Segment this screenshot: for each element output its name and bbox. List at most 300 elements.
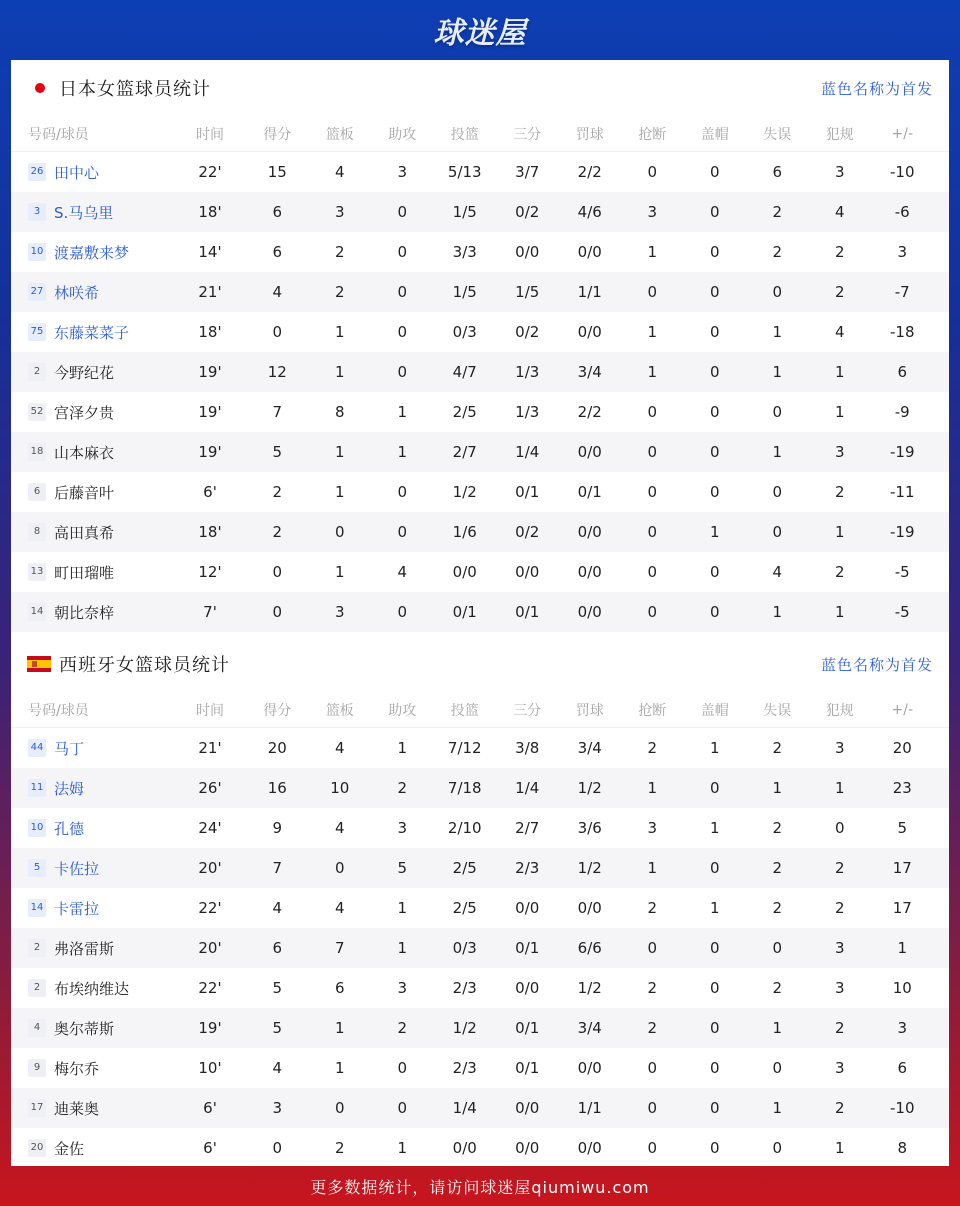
stat-cell: 0 (647, 283, 658, 301)
player-name[interactable]: 孔德 (54, 819, 85, 838)
stat-cell: 3 (272, 1099, 283, 1117)
stat-cell: 0 (647, 1099, 658, 1117)
stat-cell: 19' (198, 1019, 222, 1037)
jersey-number: 11 (28, 779, 46, 797)
player-name: 今野纪花 (54, 363, 115, 382)
stat-cell: 20 (892, 739, 912, 757)
stat-cell: 0 (709, 403, 720, 421)
stat-cell: 2 (834, 899, 845, 917)
stat-cell: 1/5 (452, 203, 477, 221)
column-header-cell: 罚球 (575, 702, 604, 719)
stat-cell: 5/13 (447, 163, 482, 181)
stat-cell: 2 (834, 1099, 845, 1117)
stat-cell: 6' (203, 483, 217, 501)
stat-cell: 0 (709, 1139, 720, 1157)
player-cell (11, 1098, 187, 1119)
stat-cell: 0/0 (577, 899, 602, 917)
stat-cell: 2/2 (577, 163, 602, 181)
stat-cell: 2/5 (452, 859, 477, 877)
stat-cell: 7' (203, 603, 217, 621)
stat-cell: 1/6 (452, 523, 477, 541)
stat-cell: 4 (272, 283, 283, 301)
header (0, 0, 960, 60)
stat-cell: 0 (647, 483, 658, 501)
brand-logo: 球迷屋 (433, 16, 527, 51)
stat-cell: 1 (709, 739, 720, 757)
player-row[interactable] (11, 728, 949, 768)
player-name: 后藤音叶 (54, 483, 115, 502)
stat-cell: 0/1 (515, 939, 540, 957)
player-row (11, 592, 949, 632)
stat-cell: 1 (397, 739, 408, 757)
column-header-cell: 助攻 (388, 702, 417, 719)
stat-cell: 2 (772, 859, 783, 877)
column-header-cell: 投篮 (450, 702, 479, 719)
player-cell (11, 282, 187, 303)
stat-cell: 0/2 (515, 323, 540, 341)
stat-cell: 4/6 (577, 203, 602, 221)
stat-cell: 2 (834, 283, 845, 301)
column-header-cell: 失误 (763, 702, 792, 719)
stat-cell: 3/3 (452, 243, 477, 261)
stat-cell: 0 (709, 483, 720, 501)
stat-cell: 0 (397, 363, 408, 381)
player-row (11, 512, 949, 552)
stat-cell: 0/1 (515, 603, 540, 621)
stat-cell: -10 (890, 163, 915, 181)
stat-cell: 0/0 (515, 563, 540, 581)
stat-cell: 7 (272, 859, 283, 877)
stat-cell: 1 (397, 899, 408, 917)
stat-cell: 1 (647, 779, 658, 797)
player-cell (11, 442, 187, 463)
stat-cell: -9 (894, 403, 910, 421)
stat-cell: 0 (772, 283, 783, 301)
stat-cell: 4 (334, 739, 345, 757)
stat-cell: 3 (397, 163, 408, 181)
stat-cell: 7 (272, 403, 283, 421)
player-row[interactable] (11, 192, 949, 232)
jersey-number: 20 (28, 1139, 46, 1157)
stat-cell: 6 (772, 163, 783, 181)
stat-cell: 19' (198, 443, 222, 461)
stat-cell: 2/2 (577, 403, 602, 421)
stat-cell: 3 (647, 819, 658, 837)
stat-cell: 0 (647, 939, 658, 957)
stat-cell: 6 (272, 203, 283, 221)
player-name[interactable]: 林咲希 (54, 283, 100, 302)
column-header-cell: 助攻 (388, 126, 417, 143)
stat-cell: -19 (890, 523, 915, 541)
stat-cell: 1 (772, 323, 783, 341)
stat-cell: 6 (334, 979, 345, 997)
player-cell (11, 522, 187, 543)
stat-cell: 3/4 (577, 739, 602, 757)
stat-cell: 0/0 (515, 899, 540, 917)
jersey-number: 10 (28, 819, 46, 837)
stat-cell: 2/10 (447, 819, 482, 837)
player-row[interactable] (11, 808, 949, 848)
stat-cell: 0/0 (577, 443, 602, 461)
stat-cell: 0/2 (515, 203, 540, 221)
stat-cell: 3 (834, 939, 845, 957)
stat-cell: 3 (397, 819, 408, 837)
stat-cell: 0 (272, 323, 283, 341)
stat-cell: 7/18 (447, 779, 482, 797)
stat-cell: 4 (272, 899, 283, 917)
stat-cell: 18' (198, 323, 222, 341)
stat-cell: 2 (334, 243, 345, 261)
stat-cell: 0 (709, 1059, 720, 1077)
stat-cell: 17 (892, 859, 912, 877)
stat-cell: 1 (772, 443, 783, 461)
stat-cell: 2 (772, 819, 783, 837)
stat-cell: 1/2 (577, 859, 602, 877)
stat-cell: 0 (709, 323, 720, 341)
stat-cell: -10 (890, 1099, 915, 1117)
player-name: 布埃纳维达 (54, 979, 130, 998)
player-row (11, 392, 949, 432)
column-header-cell: 号码/球员 (28, 126, 89, 143)
stat-cell: 1 (647, 243, 658, 261)
stat-cell: 3 (897, 1019, 908, 1037)
jersey-number: 6 (28, 483, 46, 501)
section-title: 日本女篮球员统计 (59, 79, 211, 100)
player-name: 宫泽夕贵 (54, 403, 115, 422)
stat-cell: 23 (892, 779, 912, 797)
stat-cell: 6 (897, 1059, 908, 1077)
player-name: 奥尔蒂斯 (54, 1019, 115, 1038)
player-name[interactable]: S.马乌里 (54, 203, 114, 222)
stat-cell: 2 (772, 243, 783, 261)
column-header-cell: 号码/球员 (28, 702, 89, 719)
stat-cell: -19 (890, 443, 915, 461)
section-header (11, 636, 949, 692)
stat-cell: 1 (834, 603, 845, 621)
stat-cell: 0 (709, 1019, 720, 1037)
stats-card (11, 60, 949, 1166)
player-name: 梅尔乔 (54, 1059, 100, 1078)
stat-cell: 1 (647, 363, 658, 381)
player-cell (11, 362, 187, 383)
stat-cell: 4 (397, 563, 408, 581)
player-row (11, 1088, 949, 1128)
player-row[interactable] (11, 232, 949, 272)
stat-cell: 4 (772, 563, 783, 581)
column-header-cell: 罚球 (575, 126, 604, 143)
stat-cell: 0 (272, 1139, 283, 1157)
player-cell (11, 938, 187, 959)
stat-cell: 0 (709, 979, 720, 997)
stat-cell: 20 (267, 739, 287, 757)
stat-cell: 3 (334, 203, 345, 221)
stat-cell: 0 (772, 1139, 783, 1157)
stat-cell: 3 (897, 243, 908, 261)
player-cell (11, 978, 187, 999)
stat-cell: 1 (334, 1019, 345, 1037)
stat-cell: 0/0 (577, 563, 602, 581)
player-name: 高田真希 (54, 523, 115, 542)
stat-cell: 0 (709, 779, 720, 797)
stat-cell: 0 (397, 603, 408, 621)
stat-cell: 2 (334, 1139, 345, 1157)
starter-note: 蓝色名称为首发 (820, 79, 933, 98)
stat-cell: 0 (772, 1059, 783, 1077)
player-row (11, 1128, 949, 1168)
stat-cell: 19' (198, 403, 222, 421)
stat-cell: 2 (272, 483, 283, 501)
stat-cell: 2/5 (452, 403, 477, 421)
player-name: 山本麻衣 (54, 443, 115, 462)
player-name[interactable]: 卡佐拉 (54, 859, 100, 878)
stat-cell: 1 (647, 323, 658, 341)
footer-link[interactable]: 更多数据统计，请访问球迷屋qiumiwu.com (310, 1177, 650, 1197)
jersey-number: 14 (28, 899, 46, 917)
jersey-number: 9 (28, 1059, 46, 1077)
stat-cell: 0 (272, 563, 283, 581)
column-header-cell: 时间 (196, 126, 224, 143)
stat-cell: 0/0 (452, 563, 477, 581)
stat-cell: 0/0 (577, 1139, 602, 1157)
stat-cell: 4 (834, 323, 845, 341)
jersey-number: 52 (28, 403, 46, 421)
stat-cell: 0 (647, 1139, 658, 1157)
player-name[interactable]: 马丁 (54, 739, 85, 758)
column-header-cell: 盖帽 (700, 126, 729, 143)
stat-cell: 2 (772, 979, 783, 997)
stat-cell: 1 (772, 779, 783, 797)
player-row[interactable] (11, 888, 949, 928)
stat-cell: 2 (772, 739, 783, 757)
jersey-number: 5 (28, 859, 46, 877)
stat-cell: 6' (203, 1139, 217, 1157)
starter-note: 蓝色名称为首发 (820, 655, 933, 674)
stat-cell: 10 (892, 979, 912, 997)
stat-cell: 12 (267, 363, 287, 381)
stat-cell: 0 (647, 563, 658, 581)
stat-cell: 18' (198, 203, 222, 221)
stat-cell: 0 (709, 939, 720, 957)
stat-cell: 0 (397, 203, 408, 221)
spain-flag-icon (27, 656, 51, 672)
player-row (11, 552, 949, 592)
stat-cell: 0 (709, 243, 720, 261)
player-cell (11, 242, 187, 263)
player-row[interactable] (11, 272, 949, 312)
stat-cell: 0 (397, 323, 408, 341)
stat-cell: 0/3 (452, 323, 477, 341)
stat-cell: 2/5 (452, 899, 477, 917)
stat-cell: 1/1 (577, 1099, 602, 1117)
stat-cell: 9 (272, 819, 283, 837)
column-header-cell: 得分 (263, 702, 292, 719)
column-header-cell: 三分 (513, 126, 542, 143)
player-row[interactable] (11, 152, 949, 192)
stat-cell: 3 (397, 979, 408, 997)
jersey-number: 2 (28, 979, 46, 997)
stat-cell: 3/4 (577, 1019, 602, 1037)
player-cell (11, 482, 187, 503)
stat-cell: 2 (834, 859, 845, 877)
player-row (11, 432, 949, 472)
stat-cell: 6' (203, 1099, 217, 1117)
stat-cell: 0/0 (452, 1139, 477, 1157)
stat-cell: 1 (397, 403, 408, 421)
stat-cell: 2 (834, 563, 845, 581)
stat-cell: 2/7 (452, 443, 477, 461)
stat-cell: 21' (198, 739, 222, 757)
stat-cell: 18' (198, 523, 222, 541)
stat-cell: 3 (834, 1059, 845, 1077)
stat-cell: 10 (330, 779, 350, 797)
stat-cell: 1 (897, 939, 908, 957)
stat-cell: 1/3 (515, 403, 540, 421)
stat-cell: 24' (198, 819, 222, 837)
stat-cell: 3/6 (577, 819, 602, 837)
stat-cell: 0/1 (577, 483, 602, 501)
stat-cell: 2/7 (515, 819, 540, 837)
stat-cell: 0 (647, 403, 658, 421)
japan-table (11, 152, 949, 632)
column-header-cell: 篮板 (325, 126, 354, 143)
stat-cell: 14' (198, 243, 222, 261)
jersey-number: 4 (28, 1019, 46, 1037)
stat-cell: 5 (397, 859, 408, 877)
column-header-cell: 时间 (196, 702, 224, 719)
stat-cell: 2 (647, 899, 658, 917)
stat-cell: 0/0 (577, 1059, 602, 1077)
stat-cell: 0 (397, 483, 408, 501)
stat-cell: 0/0 (515, 979, 540, 997)
stat-cell: 1 (397, 939, 408, 957)
player-name[interactable]: 渡嘉敷来梦 (54, 243, 130, 262)
stat-cell: 0/1 (515, 483, 540, 501)
player-name[interactable]: 法姆 (54, 779, 85, 798)
stat-cell: 1 (772, 1019, 783, 1037)
player-cell (11, 1018, 187, 1039)
player-name: 弗洛雷斯 (54, 939, 115, 958)
stat-cell: 3 (834, 163, 845, 181)
stat-cell: 1/2 (452, 1019, 477, 1037)
stat-cell: 0 (272, 603, 283, 621)
stat-cell: 19' (198, 363, 222, 381)
stat-cell: 1/1 (577, 283, 602, 301)
stat-cell: 1 (772, 1099, 783, 1117)
player-row[interactable] (11, 768, 949, 808)
japan-section (11, 60, 949, 632)
player-row (11, 352, 949, 392)
stat-cell: 0 (334, 859, 345, 877)
stat-cell: 1/2 (577, 979, 602, 997)
stat-cell: 1/5 (452, 283, 477, 301)
stat-cell: 0 (397, 283, 408, 301)
stat-cell: 2/3 (515, 859, 540, 877)
stat-cell: 1/4 (515, 443, 540, 461)
stat-cell: 1 (834, 523, 845, 541)
player-cell (11, 858, 187, 879)
stat-cell: 2 (834, 483, 845, 501)
column-header-cell: +/- (891, 701, 913, 718)
stat-cell: 0 (834, 819, 845, 837)
stat-cell: 0 (334, 523, 345, 541)
stat-cell: 1 (397, 443, 408, 461)
stat-cell: 12' (198, 563, 222, 581)
stat-cell: 0/0 (515, 1099, 540, 1117)
player-name[interactable]: 卡雷拉 (54, 899, 100, 918)
stat-cell: 1 (397, 1139, 408, 1157)
stat-cell: 0 (647, 443, 658, 461)
stat-cell: 1 (709, 819, 720, 837)
stat-cell: 0/0 (577, 323, 602, 341)
stat-cell: 6/6 (577, 939, 602, 957)
stat-cell: 0/1 (452, 603, 477, 621)
player-row (11, 968, 949, 1008)
stat-cell: 0 (397, 1099, 408, 1117)
player-row[interactable] (11, 848, 949, 888)
player-row[interactable] (11, 312, 949, 352)
stat-cell: 20' (198, 859, 222, 877)
stat-cell: 0 (709, 1099, 720, 1117)
player-name[interactable]: 田中心 (54, 163, 100, 182)
stat-cell: 10' (198, 1059, 222, 1077)
stat-cell: 4/7 (452, 363, 477, 381)
stat-cell: 2 (647, 1019, 658, 1037)
player-cell (11, 778, 187, 799)
stat-cell: 2 (647, 979, 658, 997)
stat-cell: 3 (834, 739, 845, 757)
section-header (11, 60, 949, 116)
stat-cell: 3/7 (515, 163, 540, 181)
stat-cell: 1 (334, 563, 345, 581)
spain-section (11, 636, 949, 1168)
stat-cell: -18 (890, 323, 915, 341)
column-header-cell: 失误 (763, 126, 792, 143)
stat-cell: 1 (334, 363, 345, 381)
jersey-number: 10 (28, 243, 46, 261)
stat-cell: 3/4 (577, 363, 602, 381)
player-name: 町田瑠唯 (54, 563, 115, 582)
column-header-cell: 得分 (263, 126, 292, 143)
stat-cell: 0 (647, 603, 658, 621)
stat-cell: 7/12 (447, 739, 482, 757)
player-name[interactable]: 东藤菜菜子 (54, 323, 130, 342)
stat-cell: 0/0 (577, 603, 602, 621)
player-cell (11, 898, 187, 919)
section-title: 西班牙女篮球员统计 (59, 655, 230, 676)
stat-cell: 5 (272, 1019, 283, 1037)
player-row (11, 928, 949, 968)
stat-cell: 6 (272, 243, 283, 261)
spain-table (11, 728, 949, 1168)
stat-cell: 4 (834, 203, 845, 221)
stat-cell: 20' (198, 939, 222, 957)
stat-cell: 2 (834, 243, 845, 261)
japan-flag-icon (29, 77, 51, 99)
jersey-number: 3 (28, 203, 46, 221)
stat-cell: 0/0 (577, 243, 602, 261)
stat-cell: 0 (647, 523, 658, 541)
jersey-number: 27 (28, 283, 46, 301)
column-header-cell: 盖帽 (700, 702, 729, 719)
stat-cell: 15 (267, 163, 287, 181)
stat-cell: 4 (334, 163, 345, 181)
stat-cell: 3 (647, 203, 658, 221)
jersey-number: 8 (28, 523, 46, 541)
stat-cell: 0 (397, 523, 408, 541)
stat-cell: -7 (894, 283, 910, 301)
stat-cell: 17 (892, 899, 912, 917)
player-cell (11, 322, 187, 343)
